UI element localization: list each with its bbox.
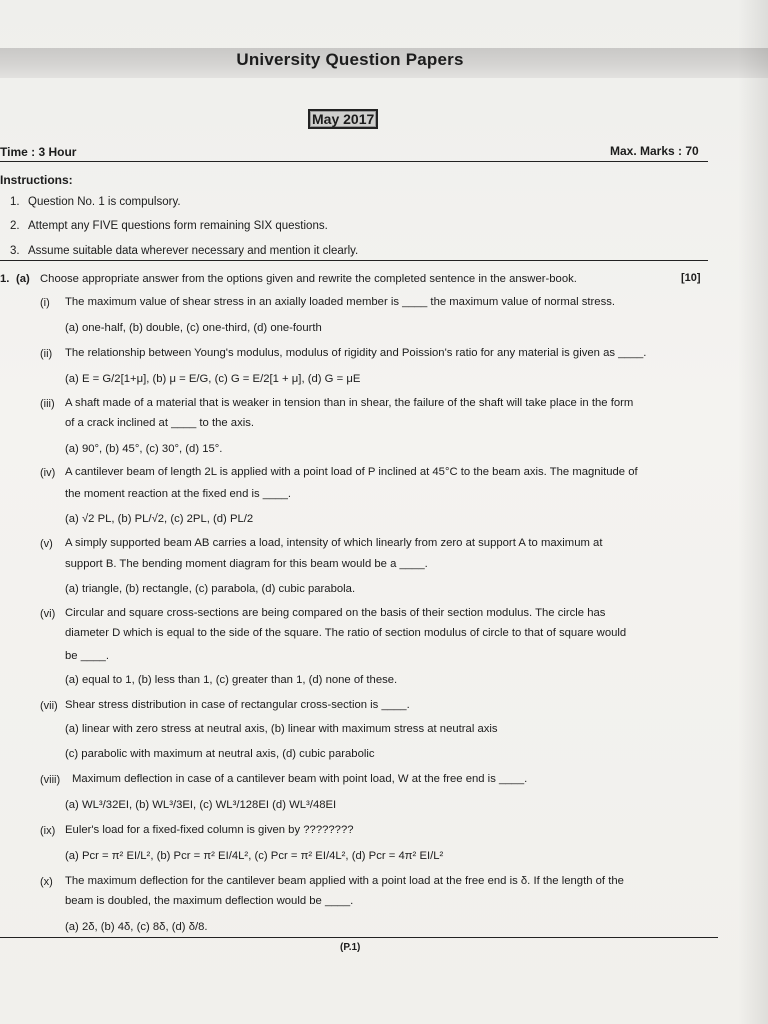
sub-question-text: The relationship between Young's modulus, modulus of rigidity and Poission's ratio for any material is given as ____. [65, 347, 647, 359]
question-marks: [10] [681, 272, 701, 284]
sub-question-options: (c) parabolic with maximum at neutral axis, (d) cubic parabolic [65, 748, 375, 760]
header-rule [0, 161, 708, 162]
sub-question-number: (ii) [40, 348, 53, 360]
time-label: Time : 3 Hour [0, 145, 77, 159]
sub-question-options: (a) 90°, (b) 45°, (c) 30°, (d) 15°. [65, 443, 223, 455]
sub-question-options: (a) linear with zero stress at neutral axis, (b) linear with maximum stress at neutral axis [65, 723, 498, 735]
sub-question-text: A cantilever beam of length 2L is applied with a point load of P inclined at 45°C to the beam axis. The magnitude of [65, 466, 638, 478]
instruction-item: 2. Attempt any FIVE questions form remaining SIX questions. [10, 220, 328, 232]
sub-question-text: support B. The bending moment diagram for this beam would be a ____. [65, 558, 428, 570]
sub-question-text: diameter D which is equal to the side of the square. The ratio of section modulus of circle to that of square would [65, 627, 627, 639]
sub-question-options: (a) √2 PL, (b) PL/√2, (c) 2PL, (d) PL/2 [65, 513, 254, 525]
sub-question-text: A simply supported beam AB carries a load, intensity of which linearly from zero at support A to maximum at [65, 537, 603, 549]
page-number: (P.1) [340, 942, 361, 953]
instruction-item: 3. Assume suitable data wherever necessary and mention it clearly. [10, 245, 359, 257]
sub-question-number: (iv) [40, 467, 56, 479]
sub-question-number: (vii) [40, 700, 58, 712]
sub-question-text: The maximum deflection for the cantilever beam applied with a point load at the free end is δ. If the length of the [65, 875, 624, 887]
instruction-item: 1. Question No. 1 is compulsory. [10, 196, 181, 208]
footer-rule [0, 937, 718, 938]
sub-question-options: (a) equal to 1, (b) less than 1, (c) greater than 1, (d) none of these. [65, 674, 398, 686]
instructions-rule [0, 260, 708, 261]
sub-question-text: the moment reaction at the fixed end is ____. [65, 488, 292, 500]
sub-question-text: Maximum deflection in case of a cantilever beam with point load, W at the free end is ____. [72, 773, 528, 785]
sub-question-text: beam is doubled, the maximum deflection would be ____. [65, 895, 354, 907]
sub-question-options: (a) triangle, (b) rectangle, (c) parabola, (d) cubic parabola. [65, 583, 356, 595]
sub-question-text: The maximum value of shear stress in an axially loaded member is ____ the maximum value of normal stress. [65, 296, 616, 308]
sub-question-options: (a) Pcr = π² EI/L², (b) Pcr = π² EI/4L², (c) Pcr = π² EI/4L², (d) Pcr = 4π² EI/L² [65, 850, 444, 862]
sub-question-options: (a) E = G/2[1+μ], (b) μ = E/G, (c) G = E/2[1 + μ], (d) G = μE [65, 373, 361, 385]
sub-question-number: (x) [40, 876, 53, 888]
question-prompt: Choose appropriate answer from the options given and rewrite the completed sentence in the answer-book. [40, 273, 577, 285]
sub-question-number: (v) [40, 538, 53, 550]
page-title: University Question Papers [236, 50, 464, 69]
question-number: 1. [0, 273, 10, 285]
sub-question-number: (ix) [40, 825, 56, 837]
sub-question-options: (a) 2δ, (b) 4δ, (c) 8δ, (d) δ/8. [65, 921, 208, 933]
sub-question-text: A shaft made of a material that is weaker in tension than in shear, the failure of the shaft will take place in the form [65, 397, 634, 409]
sub-question-options: (a) one-half, (b) double, (c) one-third, (d) one-fourth [65, 322, 322, 334]
sub-question-text: Shear stress distribution in case of rectangular cross-section is ____. [65, 699, 410, 711]
sub-question-options: (a) WL³/32EI, (b) WL³/3EI, (c) WL³/128EI (d) WL³/48EI [65, 799, 337, 811]
question-part: (a) [16, 273, 30, 285]
sub-question-number: (vi) [40, 608, 56, 620]
session-badge: May 2017 [308, 109, 378, 129]
sub-question-text: be ____. [65, 650, 109, 662]
sub-question-number: (viii) [40, 774, 61, 786]
max-marks-label: Max. Marks : 70 [610, 144, 699, 158]
sub-question-number: (i) [40, 297, 50, 309]
sub-question-text: Euler's load for a fixed-fixed column is given by ???????? [65, 824, 354, 836]
instructions-title: Instructions: [0, 173, 73, 187]
sub-question-number: (iii) [40, 398, 55, 410]
sub-question-text: of a crack inclined at ____ to the axis. [65, 417, 255, 429]
page-edge-shadow [738, 0, 768, 1024]
sub-question-text: Circular and square cross-sections are being compared on the basis of their section modulus. The circle has [65, 607, 606, 619]
